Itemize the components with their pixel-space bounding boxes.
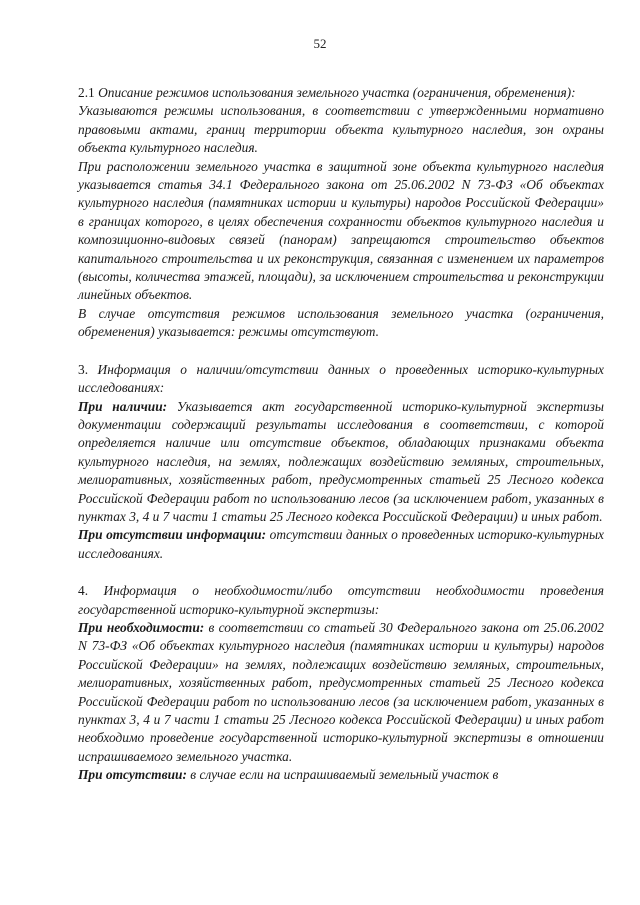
section-spacer [78,563,604,582]
section-spacer [78,342,604,361]
section-number: 2.1 [78,85,95,100]
section-2-1-heading [78,84,604,102]
section-heading-text: Описание режимов использования земельного участка (ограничения, обременения): [98,85,576,100]
absent-label: При отсутствии: [78,767,187,783]
section-2-1-paragraph-2: При расположении земельного участка в защитной зоне объекта культурного наследия указывается статья 34.1 Федерального закона от 25.06.2002 N 73-ФЗ «Об объектах культурного наследия (памятниках истории и культуры) народов Российской Федерации» в границах которого, в целях обеспечения сохранности объектов культурного наследия и композиционно-видовых связей (панорам) запрещаются строительство объектов капитального строительства и их реконструкция, связанная с изменением их параметров (высоты, количества этажей, площади), за исключением строительства и реконструкции линейных объектов. [78,158,604,303]
section-4-absent-paragraph [78,766,604,784]
need-label: При необходимости: [78,619,205,635]
absence-text: отсутствии данных о проведенных историко-культурных исследованиях. [78,527,604,561]
section-heading-text: Информация о наличии/отсутствии данных о проведенных историко-культурных исследованиях: [78,361,604,396]
section-4-heading [78,582,604,619]
presence-label: При наличии: [78,398,168,414]
need-text: в соответствии со статьей 30 Федерального закона от 25.06.2002 N 73-ФЗ «Об объектах культурного наследия (памятниках истории и культуры) народов Российской Федерации» на землях, подлежащих воздействию земляных, строительных, мелиоративных, хозяйственных работ, предусмотренных статьей 25 Лесного кодекса Российской Федерации работ по использованию лесов (за исключением работ, указанных в пунктах 3, 4 и 7 части 1 статьи 25 Лесного кодекса Российской Федерации) и иных работ необходимо проведение государственной историко-культурной экспертизы в отношении испрашиваемого земельного участка. [78,619,604,764]
section-2-1-paragraph-3: В случае отсутствия режимов использования земельного участка (ограничения, обременения) указывается: режимы отсутствуют. [78,305,604,340]
section-2-1-paragraph-1: Указываются режимы использования, в соответствии с утвержденными нормативно правовыми актами, границ территории объекта культурного наследия, зон охраны объекта культурного наследия. [78,103,604,156]
absent-text: в случае если на испрашиваемый земельный участок в [190,767,499,783]
section-3-heading [78,361,604,398]
section-number: 3. [78,361,89,377]
absence-label: При отсутствии информации: [78,527,267,543]
section-3-absence-paragraph [78,526,604,563]
document-body [78,84,604,785]
section-heading-text: Информация о необходимости/либо отсутствии необходимости проведения государственной историко-культурной экспертизы: [78,583,604,617]
presence-text: Указывается акт государственной историко-культурной экспертизы документации содержащий результаты исследования в соответствии, с которой определяется наличие или отсутствие объектов, обладающих признаками объекта культурного наследия, на землях, подлежащих воздействию земляных, строительных, мелиоративных, хозяйственных работ, предусмотренных статьей 25 Лесного кодекса Российской Федерации работ по использованию лесов (за исключением работ, указанных в пунктах 3, 4 и 7 части 1 статьи 25 Лесного кодекса Российской Федерации) и иных работ. [78,398,604,524]
page-number: 52 [313,36,327,51]
section-3-presence-paragraph [78,398,604,527]
section-number: 4. [78,583,89,599]
section-4-need-paragraph [78,619,604,766]
